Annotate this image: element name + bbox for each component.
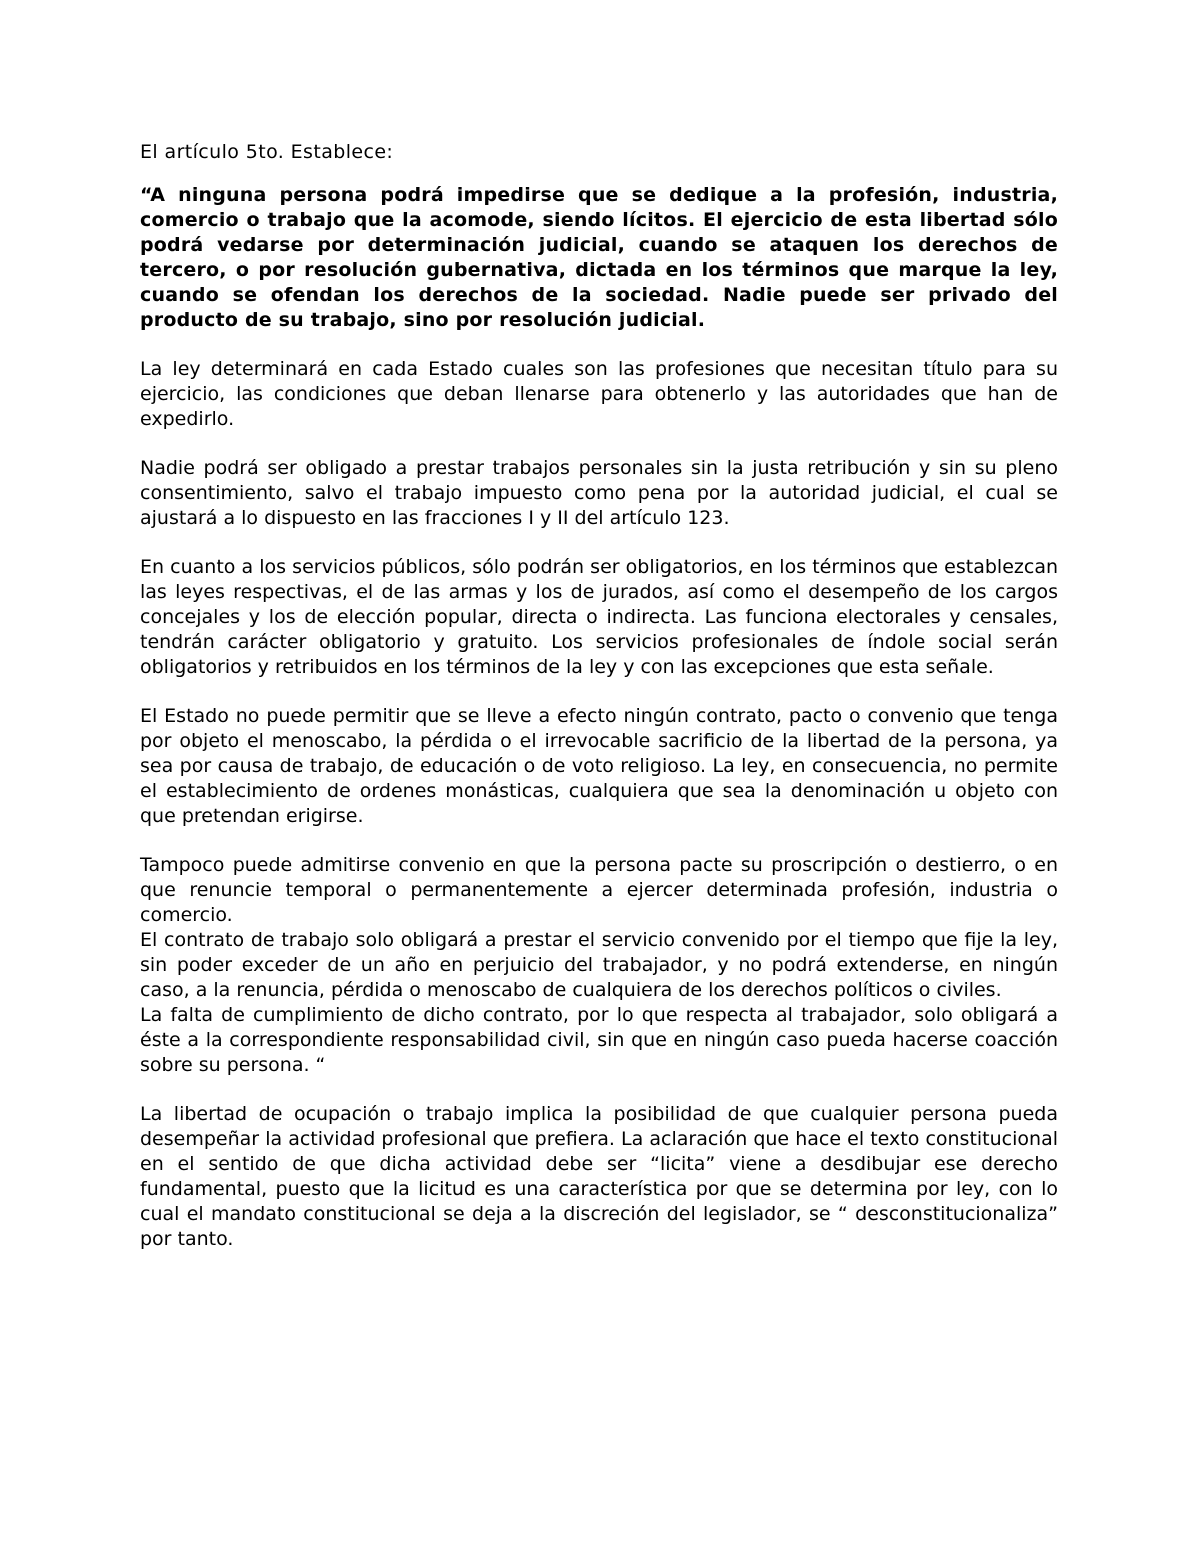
paragraph-proscription: Tampoco puede admitirse convenio en que la persona pacte su proscripción o destierro, o en que renuncie temporal o permanentemente a ejercer determinada profesión, industria o comercio. <box>140 854 1058 926</box>
paragraph-state-contracts: El Estado no puede permitir que se lleve a efecto ningún contrato, pacto o convenio que tenga por objeto el menoscabo, la pérdida o el irrevocable sacrificio de la libertad de la persona, ya sea por causa de trabajo, de educación o de voto religioso. La ley, en consecuencia, no permite el establecimiento de ordenes monásticas, cualquiera que sea la denominación u objeto con que pretendan erigirse. <box>140 705 1058 827</box>
document-heading: El artículo 5to. Establece: <box>140 141 394 163</box>
paragraph-commentary: La libertad de ocupación o trabajo implica la posibilidad de que cualquier persona pueda desempeñar la actividad profesional que prefiera. La aclaración que hace el texto constitucional en el sentido de que dicha actividad debe ser “licita” viene a desdibujar ese derecho fundamental, puesto que la licitud es una característica por que se determina por ley, con lo cual el mandato constitucional se deja a la discreción del legislador, se “ desconstitucionaliza” por tanto. <box>140 1103 1058 1250</box>
quote-paragraph-bold: “A ninguna persona podrá impedirse que se dedique a la profesión, industria, comercio o trabajo que la acomode, siendo lícitos. El ejercicio de esta libertad sólo podrá vedarse por determinación judicial, cuando se ataquen los derechos de tercero, o por resolución gubernativa, dictada en los términos que marque la ley, cuando se ofendan los derechos de la sociedad. Nadie puede ser privado del producto de su trabajo, sino por resolución judicial. <box>140 184 1058 331</box>
paragraph-breach-contract: La falta de cumplimiento de dicho contrato, por lo que respecta al trabajador, solo obligará a éste a la correspondiente responsabilidad civil, sin que en ningún caso pueda hacerse coacción sobre su persona. “ <box>140 1004 1058 1076</box>
paragraph-forced-labor: Nadie podrá ser obligado a prestar trabajos personales sin la justa retribución y sin su pleno consentimiento, salvo el trabajo impuesto como pena por la autoridad judicial, el cual se ajustará a lo dispuesto en las fracciones I y II del artículo 123. <box>140 457 1058 529</box>
paragraph-work-contract: El contrato de trabajo solo obligará a prestar el servicio convenido por el tiempo que fije la ley, sin poder exceder de un año en perjuicio del trabajador, y no podrá extenderse, en ningún caso, a la renuncia, pérdida o menoscabo de cualquiera de los derechos políticos o civiles. <box>140 929 1058 1001</box>
paragraph-public-services: En cuanto a los servicios públicos, sólo podrán ser obligatorios, en los términos que establezcan las leyes respectivas, el de las armas y los de jurados, así como el desempeño de los cargos concejales y los de elección popular, directa o indirecta. Las funciona electorales y censales, tendrán carácter obligatorio y gratuito. Los servicios profesionales de índole social serán obligatorios y retribuidos en los términos de la ley y con las excepciones que esta señale. <box>140 556 1058 678</box>
paragraph-titles: La ley determinará en cada Estado cuales son las profesiones que necesitan título para su ejercicio, las condiciones que deban llenarse para obtenerlo y las autoridades que han de expedirlo. <box>140 358 1058 430</box>
document-page <box>140 140 1058 1276</box>
